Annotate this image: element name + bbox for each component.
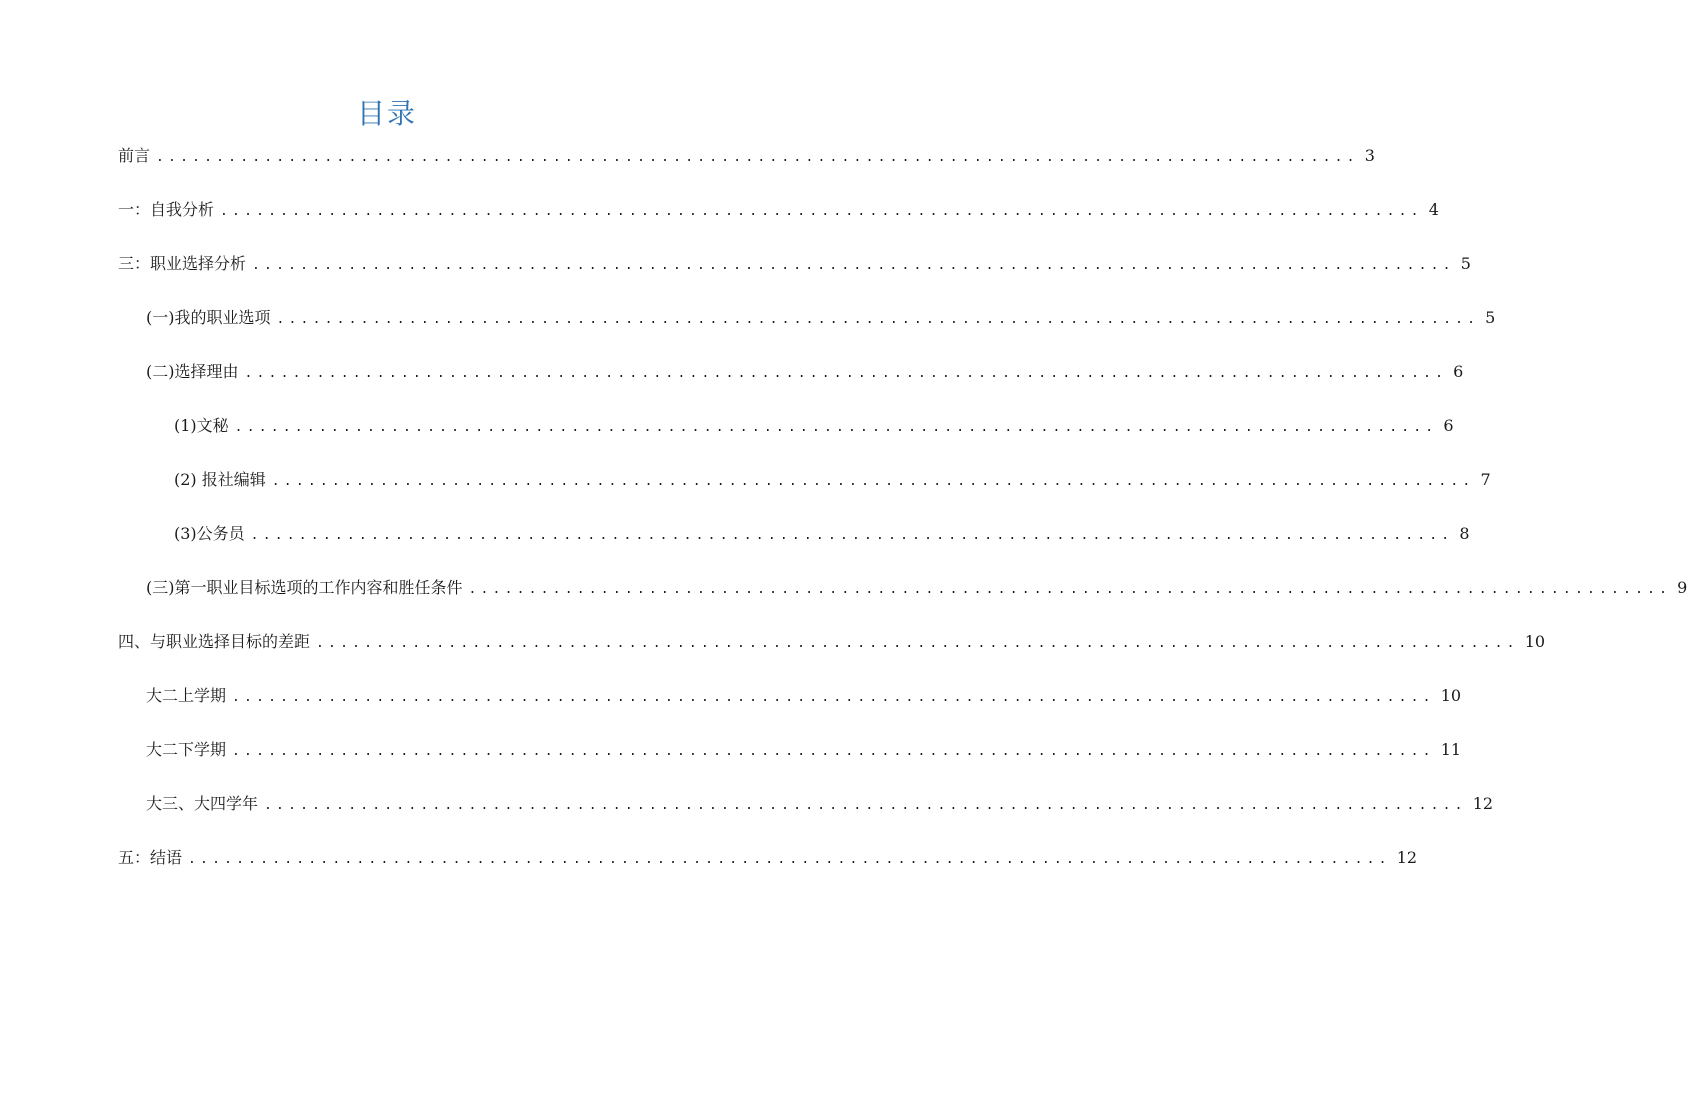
toc-entry-label: (3)公务员 [174, 524, 245, 543]
toc-page-number: 12 [1396, 848, 1418, 867]
toc-entry[interactable] [146, 788, 1494, 820]
toc-entry[interactable] [118, 842, 1418, 874]
toc-entry[interactable] [118, 140, 1375, 172]
toc-page-number: 8 [1459, 524, 1470, 543]
toc-dot-leader: .................................................................................................... [220, 204, 1423, 219]
toc-dot-leader: .................................................................................................... [188, 852, 1391, 867]
toc-entry[interactable] [146, 734, 1462, 766]
toc-page-number: 6 [1443, 416, 1454, 435]
toc-dot-leader: .................................................................................................... [468, 582, 1672, 597]
toc-entry[interactable] [174, 518, 1470, 550]
toc-entry-label: 大二上学期 [146, 686, 227, 705]
toc-entry-label: 大二下学期 [146, 740, 227, 759]
toc-entry[interactable] [118, 248, 1471, 280]
toc-page-number: 5 [1485, 308, 1496, 327]
toc-dot-leader: .................................................................................................... [156, 150, 1359, 165]
toc-dot-leader: .................................................................................................... [271, 474, 1475, 489]
toc-entry[interactable] [146, 680, 1462, 712]
toc-entry-label: 大三、大四学年 [146, 794, 259, 813]
toc-dot-leader: .................................................................................................... [276, 312, 1480, 327]
toc-page-number: 5 [1460, 254, 1471, 273]
toc-entry-label: (三)第一职业目标选项的工作内容和胜任条件 [146, 578, 463, 597]
toc-entry-label: 四、与职业选择目标的差距 [118, 632, 311, 651]
toc-page-number: 7 [1480, 470, 1491, 489]
toc-page-number: 10 [1524, 632, 1546, 651]
toc-page-number: 12 [1472, 794, 1494, 813]
toc-dot-leader: .................................................................................................... [244, 366, 1448, 381]
toc-entry[interactable] [146, 356, 1464, 388]
toc-entry-label: (一)我的职业选项 [146, 308, 271, 327]
toc-entry-label: (2) 报社编辑 [174, 470, 266, 489]
toc-entry[interactable] [146, 302, 1496, 334]
toc-entry-label: 前言 [118, 146, 151, 165]
toc-page-number: 9 [1677, 578, 1687, 597]
toc-title: 目录 [356, 97, 417, 130]
toc-entry-label: 三：职业选择分析 [118, 254, 247, 273]
toc-page-number: 4 [1428, 200, 1439, 219]
toc-entry[interactable] [146, 572, 1687, 604]
toc-entry-label: 五：结语 [118, 848, 183, 867]
toc-entry[interactable] [118, 626, 1546, 658]
toc-page-number: 3 [1364, 146, 1375, 165]
toc-entry-label: (1)文秘 [174, 416, 229, 435]
toc-entry[interactable] [118, 194, 1439, 226]
toc-entry-label: 一：自我分析 [118, 200, 215, 219]
toc-dot-leader: .................................................................................................... [316, 636, 1519, 651]
toc-dot-leader: .................................................................................................... [250, 528, 1454, 543]
toc-page-number: 11 [1440, 740, 1462, 759]
toc-dot-leader: .................................................................................................... [232, 690, 1435, 705]
toc-dot-leader: .................................................................................................... [232, 744, 1435, 759]
toc-dot-leader: .................................................................................................... [252, 258, 1455, 273]
toc-dot-leader: .................................................................................................... [234, 420, 1438, 435]
toc-entry[interactable] [174, 410, 1454, 442]
toc-entry[interactable] [174, 464, 1491, 496]
toc-page-number: 10 [1440, 686, 1462, 705]
toc-dot-leader: .................................................................................................... [264, 798, 1467, 813]
toc-page-number: 6 [1453, 362, 1464, 381]
toc-entry-label: (二)选择理由 [146, 362, 239, 381]
